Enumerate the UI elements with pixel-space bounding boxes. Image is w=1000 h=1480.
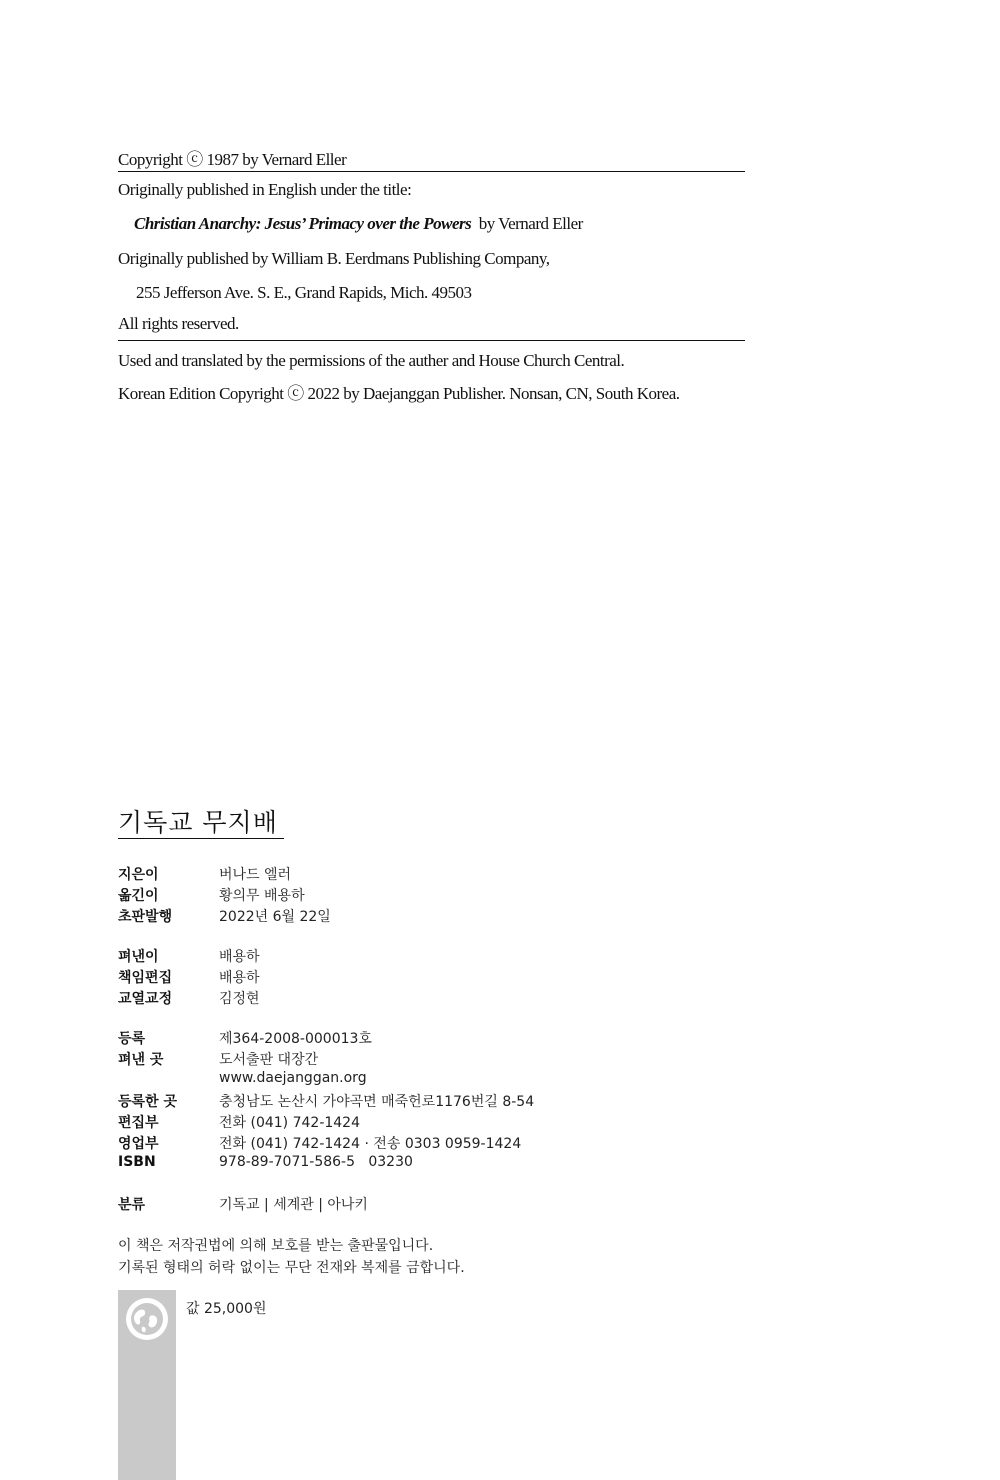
permission-line: Used and translated by the permissions of the auther and House Church Central. (118, 351, 625, 370)
divider-top (118, 171, 745, 172)
label-publisher: 펴낸이 (118, 949, 159, 965)
value-first-edition: 2022년 6월 22일 (219, 909, 331, 925)
copyright-notice-1: 이 책은 저작권법에 의해 보호를 받는 출판물입니다. (118, 1238, 434, 1254)
label-registered-address: 등록한 곳 (118, 1094, 177, 1110)
original-title-intro: Originally published in English under the title: (118, 180, 412, 199)
label-isbn: ISBN (118, 1154, 156, 1170)
original-title-line (134, 214, 583, 234)
publisher-address: 255 Jefferson Ave. S. E., Grand Rapids, Mich. 49503 (136, 283, 472, 302)
value-publishing-house: 도서출판 대장간 (219, 1052, 319, 1068)
value-registration: 제364-2008-000013호 (219, 1031, 372, 1047)
value-sales: 전화 (041) 742-1424 · 전송 0303 0959-1424 (219, 1136, 522, 1152)
value-publisher: 배용하 (219, 949, 260, 965)
copyright-line: Copyright ⓒ 1987 by Vernard Eller (118, 150, 347, 169)
book-title-korean: 기독교 무지배 (118, 808, 278, 837)
value-classification: 기독교 | 세계관 | 아나키 (219, 1197, 368, 1213)
label-classification: 분류 (118, 1197, 146, 1213)
label-first-edition: 초판발행 (118, 909, 173, 925)
label-registration: 등록 (118, 1031, 146, 1047)
title-underline (118, 838, 284, 839)
label-publishing-house: 펴낸 곳 (118, 1052, 164, 1068)
rights-reserved: All rights reserved. (118, 314, 239, 333)
value-author: 버나드 엘러 (219, 867, 292, 883)
publisher-website: www.daejanggan.org (219, 1070, 367, 1086)
label-author: 지은이 (118, 867, 159, 883)
value-editorial: 전화 (041) 742-1424 (219, 1115, 360, 1131)
copyright-notice-2: 기록된 형태의 허락 없이는 무단 전재와 복제를 금합니다. (118, 1260, 465, 1276)
divider-bottom (118, 340, 745, 341)
label-sales: 영업부 (118, 1136, 159, 1152)
original-book-author: by Vernard Eller (478, 214, 583, 233)
value-editor: 배용하 (219, 970, 260, 986)
original-book-title: Christian Anarchy: Jesus’ Primacy over the Powers (134, 214, 472, 233)
label-editor: 책임편집 (118, 970, 173, 986)
value-proofreading: 김정현 (219, 991, 260, 1007)
label-editorial: 편집부 (118, 1115, 159, 1131)
label-proofreading: 교열교정 (118, 991, 173, 1007)
price: 값 25,000원 (186, 1301, 267, 1317)
korean-edition-copyright: Korean Edition Copyright ⓒ 2022 by Daejanggan Publisher. Nonsan, CN, South Korea. (118, 384, 680, 403)
original-publisher: Originally published by William B. Eerdmans Publishing Company, (118, 249, 550, 268)
globe-logo-icon (124, 1296, 170, 1342)
value-registered-address: 충청남도 논산시 가야곡면 매죽헌로1176번길 8-54 (219, 1094, 535, 1110)
value-translator: 황의무 배용하 (219, 888, 305, 904)
label-translator: 옮긴이 (118, 888, 159, 904)
value-isbn: 978-89-7071-586-5 03230 (219, 1154, 413, 1170)
